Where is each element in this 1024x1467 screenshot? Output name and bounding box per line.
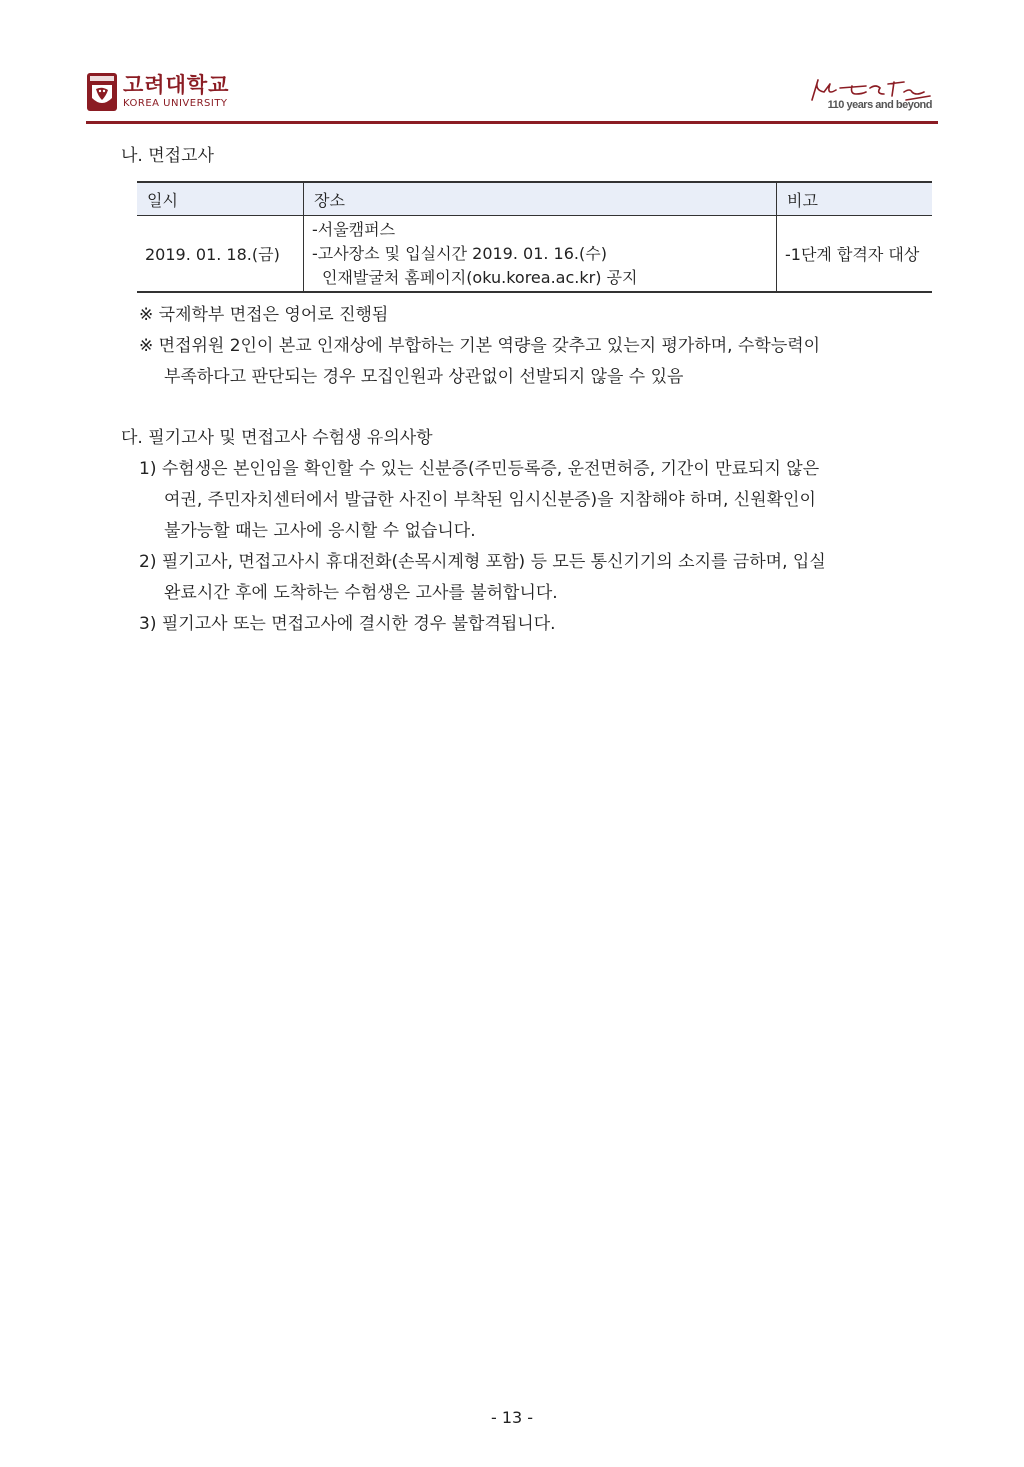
section-heading-cautions: 다. 필기고사 및 면접고사 수험생 유의사항 bbox=[121, 428, 433, 448]
table-row bbox=[137, 216, 932, 293]
page-number: - 13 - bbox=[490, 1408, 534, 1427]
caution-item-line: 2) 필기고사, 면접고사시 휴대전화(손목시계형 포함) 등 모든 통신기기의 소지를 금하며, 입실 bbox=[139, 552, 826, 572]
page-header bbox=[86, 68, 938, 124]
interview-schedule-table bbox=[137, 181, 932, 293]
header-divider bbox=[86, 121, 938, 124]
column-header-note: 비고 bbox=[777, 182, 933, 216]
slogan-script-logo bbox=[806, 74, 934, 118]
section-heading-interview: 나. 면접고사 bbox=[121, 146, 214, 166]
caution-item-line: 불가능할 때는 고사에 응시할 수 없습니다. bbox=[164, 521, 476, 541]
place-line: 인재발굴처 홈페이지(oku.korea.ac.kr) 공지 bbox=[322, 267, 638, 287]
place-line: -고사장소 및 입실시간 2019. 01. 16.(수) bbox=[312, 243, 607, 263]
slogan-subtitle: 110 years and beyond bbox=[827, 99, 932, 111]
cell-note: -1단계 합격자 대상 bbox=[777, 216, 933, 293]
caution-item-line: 3) 필기고사 또는 면접고사에 결시한 경우 불합격됩니다. bbox=[139, 614, 556, 634]
note-line: ※ 국제학부 면접은 영어로 진행됨 bbox=[139, 305, 389, 325]
logo-english-name: KOREA UNIVERSITY bbox=[123, 98, 228, 109]
place-line: -서울캠퍼스 bbox=[312, 219, 396, 239]
cell-place bbox=[304, 216, 777, 293]
logo-korean-name: 고려대학교 bbox=[123, 73, 230, 97]
cell-date: 2019. 01. 18.(금) bbox=[137, 216, 304, 293]
caution-item-line: 여권, 주민자치센터에서 발급한 사진이 부착된 임시신분증)을 지참해야 하며, 신원확인이 bbox=[164, 490, 816, 510]
university-seal-icon bbox=[86, 72, 118, 112]
caution-item-line: 1) 수험생은 본인임을 확인할 수 있는 신분증(주민등록증, 운전면허증, 기간이 만료되지 않은 bbox=[139, 459, 820, 479]
caution-item-line: 완료시간 후에 도착하는 수험생은 고사를 불허합니다. bbox=[164, 583, 558, 603]
university-logo bbox=[86, 72, 229, 112]
note-line: ※ 면접위원 2인이 본교 인재상에 부합하는 기본 역량을 갖추고 있는지 평가하며, 수학능력이 bbox=[139, 336, 821, 356]
column-header-place: 장소 bbox=[304, 182, 777, 216]
note-line: 부족하다고 판단되는 경우 모집인원과 상관없이 선발되지 않을 수 있음 bbox=[164, 367, 684, 387]
column-header-date: 일시 bbox=[137, 182, 304, 216]
table-header-row bbox=[137, 182, 932, 216]
